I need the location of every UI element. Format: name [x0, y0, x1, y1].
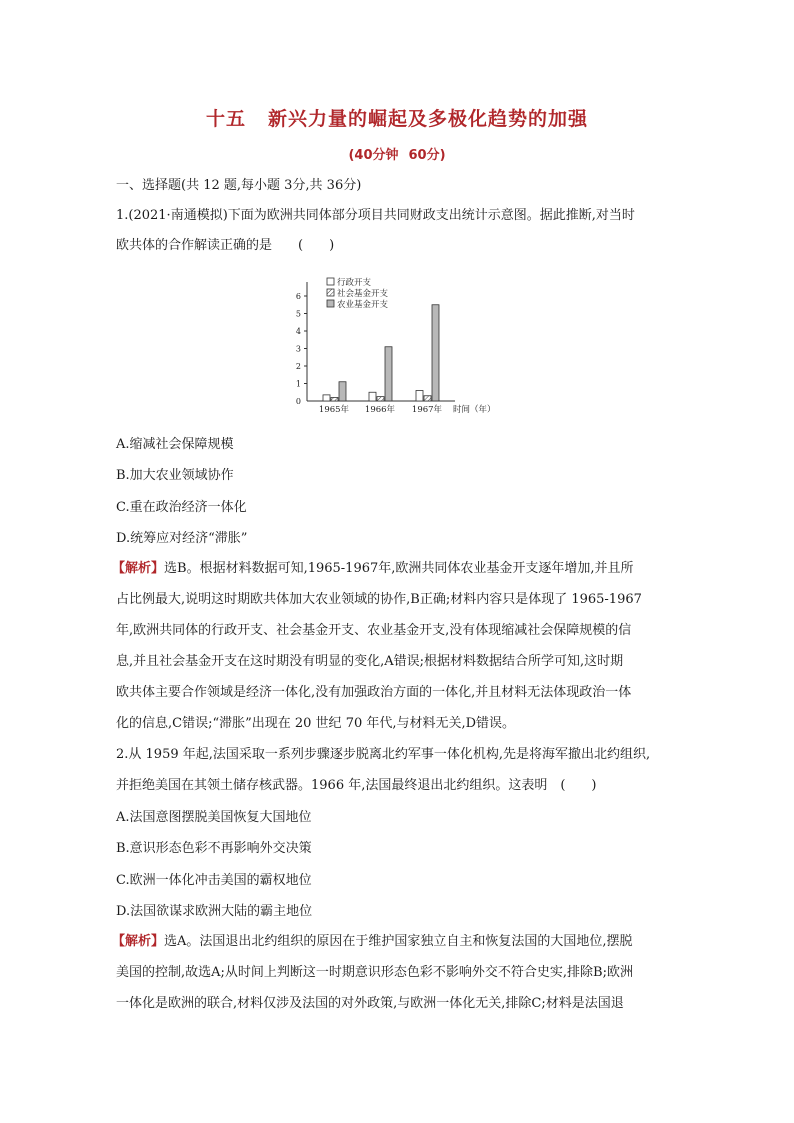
q2-stem-line-2: 并拒绝美国在其领土储存核武器。1966 年,法国最终退出北约组织。这表明 ( )	[116, 778, 597, 793]
q2-analysis-line-3: 一体化是欧洲的联合,材料仅涉及法国的对外政策,与欧洲一体化无关,排除C;材料是法国退	[116, 996, 624, 1011]
bar-3	[385, 347, 392, 401]
bar-3	[339, 382, 346, 401]
legend-swatch	[327, 289, 334, 296]
section-heading: 一、选择题(共 12 题,每小题 3分,共 36分)	[116, 178, 362, 193]
y-tick-label: 6	[295, 292, 301, 301]
q2-option-b: B.意识形态色彩不再影响外交决策	[116, 841, 312, 856]
q1-analysis-line-2: 占比例最大,说明这时期欧共体加大农业领域的协作,B正确;材料内容只是体现了 1965-1967	[116, 592, 642, 607]
analysis-tag: 【解析】	[112, 934, 165, 949]
expenditure-bar-chart	[285, 272, 525, 424]
bar-2	[424, 396, 431, 401]
q1-option-b: B.加大农业领域协作	[116, 468, 234, 483]
q1-analysis-line-1: 【解析】选B。根据材料数据可知,1965-1967年,欧洲共同体农业基金开支逐年增加,并且所	[112, 561, 634, 576]
y-tick-label: 0	[295, 397, 301, 406]
legend-label: 农业基金开支	[337, 300, 389, 310]
bar-3	[432, 305, 439, 401]
legend-label: 社会基金开支	[337, 289, 389, 299]
q2-option-a: A.法国意图摆脱美国恢复大国地位	[116, 810, 312, 825]
bar-2	[377, 397, 384, 401]
q1-option-a: A.缩减社会保障规模	[116, 437, 234, 452]
q1-analysis-line-3: 年,欧洲共同体的行政开支、社会基金开支、农业基金开支,没有体现缩减社会保障规模的信	[116, 623, 632, 638]
y-tick-label: 4	[295, 327, 301, 336]
y-tick-label: 3	[295, 344, 301, 354]
q1-analysis-line-4: 息,并且社会基金开支在这时期没有明显的变化,A错误;根据材料数据结合所学可知,这时期	[116, 654, 624, 669]
chapter-name: 新兴力量的崛起及多极化趋势的加强	[268, 108, 589, 130]
analysis-tag: 【解析】	[112, 561, 165, 576]
total-score: 60分)	[408, 148, 446, 163]
x-axis-label: 时间（年）	[453, 405, 496, 415]
chapter-title	[0, 104, 794, 131]
legend-swatch	[327, 300, 334, 307]
q2-option-c: C.欧洲一体化冲击美国的霸权地位	[116, 873, 312, 888]
y-tick-label: 1	[295, 379, 301, 389]
q1-stem-line-2: 欧共体的合作解读正确的是 ( )	[116, 238, 335, 253]
y-tick-label: 2	[295, 362, 301, 371]
y-tick-label: 5	[295, 309, 301, 319]
q1-analysis-line-6: 化的信息,C错误;“滞胀”出现在 20 世纪 70 年代,与材料无关,D错误。	[116, 716, 516, 731]
bar-2	[331, 398, 338, 402]
x-tick-label: 1965年	[318, 405, 350, 415]
x-tick-label: 1967年	[411, 405, 443, 415]
x-tick-label: 1966年	[364, 405, 396, 415]
time-score	[0, 144, 794, 163]
q1-stem-line-1: 1.(2021·南通模拟)下面为欧洲共同体部分项目共同财政支出统计示意图。据此推断,对当时	[116, 208, 635, 223]
q1-option-c: C.重在政治经济一体化	[116, 500, 247, 515]
q2-option-d: D.法国欲谋求欧洲大陆的霸主地位	[116, 904, 313, 919]
chapter-number: 十五	[205, 108, 246, 130]
q2-analysis-line-2: 美国的控制,故选A;从时间上判断这一时期意识形态色彩不影响外交不符合史实,排除B;欧洲	[116, 965, 633, 980]
bar-1	[369, 392, 376, 401]
bar-1	[416, 391, 423, 402]
q1-option-d: D.统筹应对经济“滞胀”	[116, 531, 248, 546]
q2-stem-line-1: 2.从 1959 年起,法国采取一系列步骤逐步脱离北约军事一体化机构,先是将海军撤出北约组织,	[116, 747, 651, 762]
q1-analysis-line-5: 欧共体主要合作领域是经济一体化,没有加强政治方面的一体化,并且材料无法体现政治一体	[116, 685, 632, 700]
bar-1	[323, 395, 330, 401]
q2-analysis-line-1: 【解析】选A。法国退出北约组织的原因在于维护国家独立自主和恢复法国的大国地位,摆脱	[112, 934, 633, 949]
time-limit: (40分钟	[348, 148, 399, 163]
legend-label: 行政开支	[337, 278, 372, 288]
legend-swatch	[327, 278, 334, 285]
